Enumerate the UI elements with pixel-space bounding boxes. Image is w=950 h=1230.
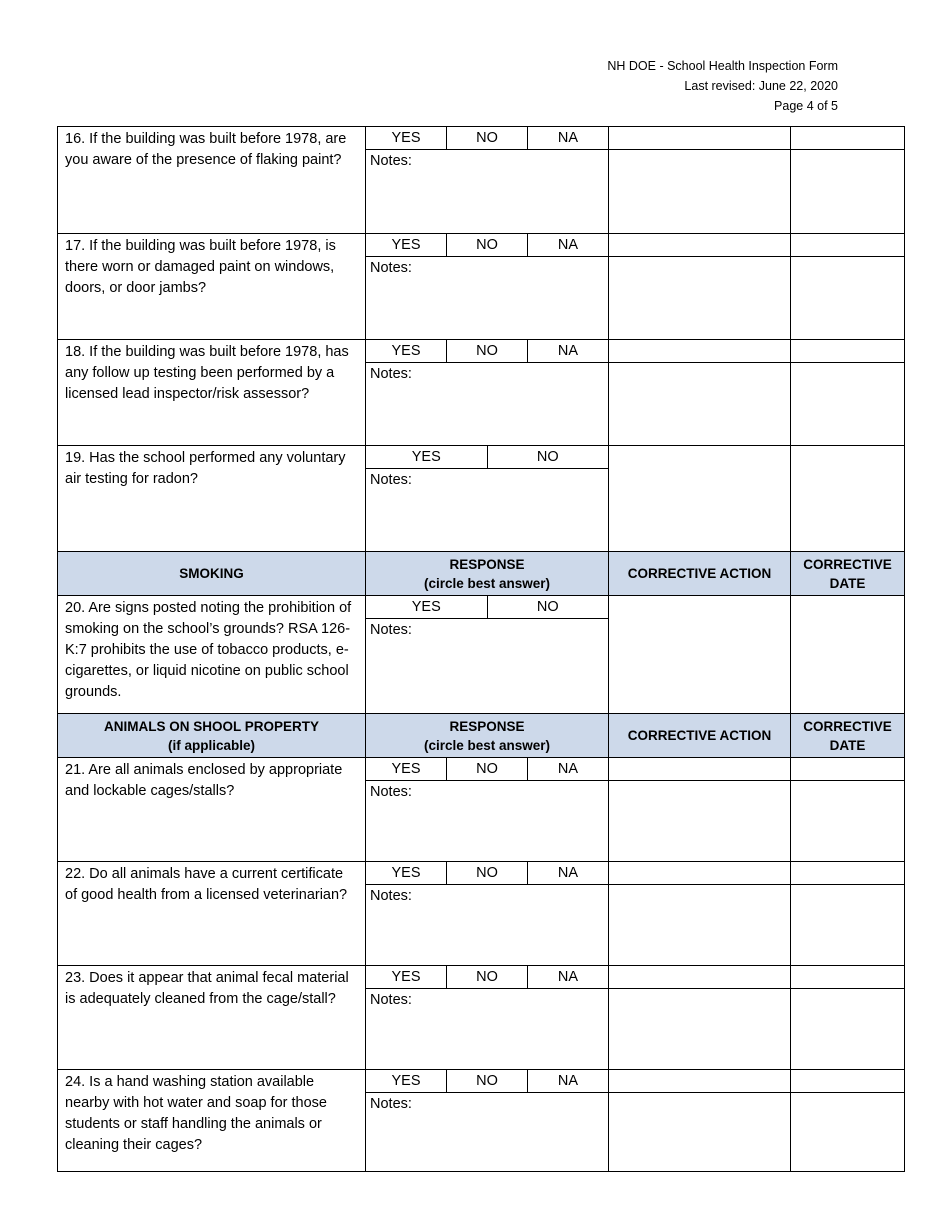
- yes-option[interactable]: YES: [366, 127, 447, 149]
- response-cell: [366, 1070, 609, 1172]
- corrective-action-cell[interactable]: [609, 758, 791, 862]
- corrective-date-cell[interactable]: [791, 446, 905, 552]
- corrective-action-header: CORRECTIVE ACTION: [609, 714, 791, 758]
- response-cell: [366, 127, 609, 234]
- na-option[interactable]: NA: [557, 865, 579, 881]
- no-option[interactable]: NO: [447, 340, 528, 362]
- notes-field[interactable]: Notes:: [370, 153, 412, 169]
- no-option[interactable]: NO: [447, 862, 528, 884]
- notes-field[interactable]: Notes:: [370, 888, 412, 904]
- response-cell: [366, 446, 609, 552]
- question-text: 21. Are all animals enclosed by appropriate and lockable cages/stalls?: [58, 758, 366, 862]
- corrective-action-cell[interactable]: [609, 966, 791, 1070]
- yes-option[interactable]: YES: [366, 340, 447, 362]
- corrective-date-header: CORRECTIVE DATE: [791, 552, 905, 596]
- no-option[interactable]: NO: [447, 1070, 528, 1092]
- corrective-action-cell[interactable]: [609, 340, 791, 446]
- question-row: [58, 234, 905, 340]
- yes-option[interactable]: YES: [366, 966, 447, 988]
- no-option[interactable]: NO: [447, 966, 528, 988]
- no-option[interactable]: NO: [536, 449, 559, 465]
- question-row: [58, 596, 905, 714]
- no-option[interactable]: NO: [536, 599, 559, 615]
- question-text: 23. Does it appear that animal fecal material is adequately cleaned from the cage/stall?: [58, 966, 366, 1070]
- question-row: [58, 862, 905, 966]
- question-row: [58, 446, 905, 552]
- question-row: [58, 340, 905, 446]
- notes-field[interactable]: Notes:: [370, 260, 412, 276]
- no-option[interactable]: NO: [447, 127, 528, 149]
- na-option[interactable]: NA: [557, 130, 579, 146]
- section-title: SMOKING: [58, 552, 366, 596]
- corrective-action-cell[interactable]: [609, 234, 791, 340]
- question-row: [58, 758, 905, 862]
- corrective-date-cell[interactable]: [791, 1070, 905, 1172]
- corrective-date-cell[interactable]: [791, 596, 905, 714]
- corrective-date-cell[interactable]: [791, 966, 905, 1070]
- corrective-date-cell[interactable]: [791, 340, 905, 446]
- yes-option[interactable]: YES: [366, 758, 447, 780]
- corrective-date-cell[interactable]: [791, 862, 905, 966]
- na-option[interactable]: NA: [557, 343, 579, 359]
- yes-option[interactable]: YES: [366, 234, 447, 256]
- no-option[interactable]: NO: [447, 758, 528, 780]
- corrective-action-cell[interactable]: [609, 1070, 791, 1172]
- corrective-action-header: CORRECTIVE ACTION: [609, 552, 791, 596]
- question-text: 16. If the building was built before 1978, are you aware of the presence of flaking paint?: [58, 127, 366, 234]
- section-header-smoking: [58, 552, 905, 596]
- last-revised: Last revised: June 22, 2020: [684, 79, 838, 93]
- question-row: [58, 966, 905, 1070]
- na-option[interactable]: NA: [557, 761, 579, 777]
- question-text: 24. Is a hand washing station available nearby with hot water and soap for those students or staff handling the animals or cleaning their cages?: [58, 1070, 366, 1172]
- corrective-date-header: CORRECTIVE DATE: [791, 714, 905, 758]
- yes-option[interactable]: YES: [366, 596, 488, 618]
- response-cell: [366, 234, 609, 340]
- response-header: RESPONSE (circle best answer): [366, 714, 609, 758]
- notes-field[interactable]: Notes:: [370, 622, 412, 638]
- response-cell: [366, 966, 609, 1070]
- corrective-action-cell[interactable]: [609, 862, 791, 966]
- notes-field[interactable]: Notes:: [370, 1096, 412, 1112]
- section-title: ANIMALS ON SHOOL PROPERTY (if applicable): [58, 714, 366, 758]
- no-option[interactable]: NO: [447, 234, 528, 256]
- na-option[interactable]: NA: [557, 1073, 579, 1089]
- question-text: 20. Are signs posted noting the prohibition of smoking on the school’s grounds? RSA 126-K:7 prohibits the use of tobacco products, e-cigarettes, or liquid nicotine on public school grounds.: [58, 596, 366, 714]
- section-header-animals: [58, 714, 905, 758]
- notes-field[interactable]: Notes:: [370, 366, 412, 382]
- question-text: 17. If the building was built before 1978, is there worn or damaged paint on windows, doors, or door jambs?: [58, 234, 366, 340]
- notes-field[interactable]: Notes:: [370, 472, 412, 488]
- corrective-date-cell[interactable]: [791, 127, 905, 234]
- response-cell: [366, 596, 609, 714]
- question-row: [58, 127, 905, 234]
- question-row: [58, 1070, 905, 1172]
- yes-option[interactable]: YES: [366, 862, 447, 884]
- na-option[interactable]: NA: [557, 969, 579, 985]
- corrective-action-cell[interactable]: [609, 596, 791, 714]
- notes-field[interactable]: Notes:: [370, 784, 412, 800]
- response-header: RESPONSE (circle best answer): [366, 552, 609, 596]
- corrective-action-cell[interactable]: [609, 127, 791, 234]
- yes-option[interactable]: YES: [366, 1070, 447, 1092]
- question-text: 18. If the building was built before 1978, has any follow up testing been performed by a licensed lead inspector/risk assessor?: [58, 340, 366, 446]
- response-cell: [366, 862, 609, 966]
- notes-field[interactable]: Notes:: [370, 992, 412, 1008]
- response-cell: [366, 340, 609, 446]
- question-text: 22. Do all animals have a current certificate of good health from a licensed veterinarian?: [58, 862, 366, 966]
- na-option[interactable]: NA: [557, 237, 579, 253]
- form-title: NH DOE - School Health Inspection Form: [607, 59, 838, 73]
- yes-option[interactable]: YES: [366, 446, 488, 468]
- response-cell: [366, 758, 609, 862]
- inspection-table: [57, 126, 905, 1172]
- corrective-date-cell[interactable]: [791, 234, 905, 340]
- page-header: [607, 56, 838, 116]
- corrective-date-cell[interactable]: [791, 758, 905, 862]
- question-text: 19. Has the school performed any voluntary air testing for radon?: [58, 446, 366, 552]
- page-number: Page 4 of 5: [774, 99, 838, 113]
- corrective-action-cell[interactable]: [609, 446, 791, 552]
